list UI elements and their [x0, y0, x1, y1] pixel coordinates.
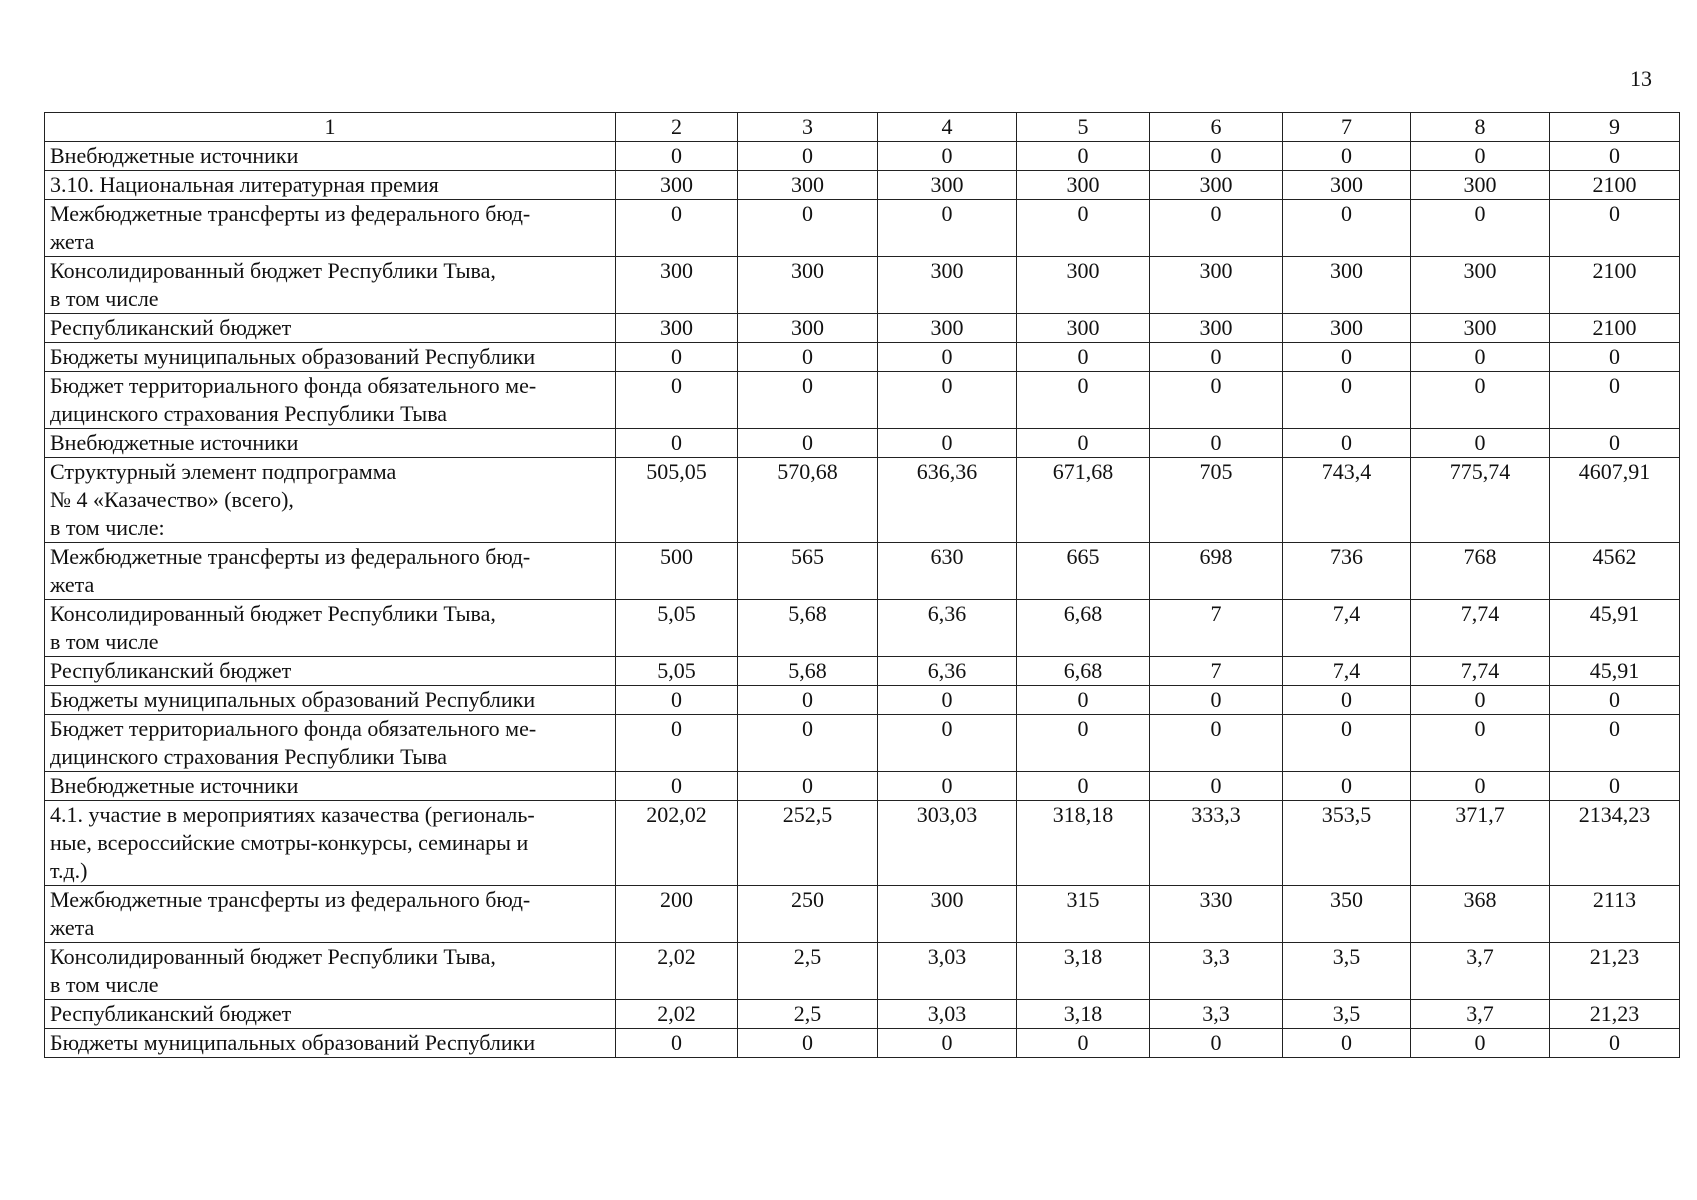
value-cell: 0 — [1283, 343, 1411, 372]
row-label: Межбюджетные трансферты из федерального бюд- жета — [45, 543, 616, 600]
value-cell: 300 — [1283, 171, 1411, 200]
value-cell: 768 — [1411, 543, 1550, 600]
value-cell: 0 — [878, 772, 1017, 801]
row-label: Внебюджетные источники — [45, 142, 616, 171]
value-cell: 0 — [1550, 429, 1680, 458]
row-label: Консолидированный бюджет Республики Тыва, в том числе — [45, 600, 616, 657]
row-label: Внебюджетные источники — [45, 429, 616, 458]
value-cell: 315 — [1017, 886, 1150, 943]
value-cell: 0 — [616, 372, 738, 429]
value-cell: 200 — [616, 886, 738, 943]
row-label: Внебюджетные источники — [45, 772, 616, 801]
row-label: Консолидированный бюджет Республики Тыва, в том числе — [45, 257, 616, 314]
value-cell: 0 — [738, 1029, 878, 1058]
value-cell: 0 — [1017, 372, 1150, 429]
value-cell: 5,05 — [616, 600, 738, 657]
value-cell: 0 — [616, 343, 738, 372]
value-cell: 0 — [616, 200, 738, 257]
value-cell: 250 — [738, 886, 878, 943]
value-cell: 0 — [1283, 772, 1411, 801]
value-cell: 7 — [1150, 657, 1283, 686]
value-cell: 0 — [1411, 343, 1550, 372]
table-row — [45, 943, 1680, 1000]
table-row — [45, 257, 1680, 314]
value-cell: 0 — [878, 142, 1017, 171]
value-cell: 3,03 — [878, 943, 1017, 1000]
value-cell: 0 — [878, 715, 1017, 772]
value-cell: 0 — [878, 1029, 1017, 1058]
value-cell: 368 — [1411, 886, 1550, 943]
value-cell: 45,91 — [1550, 600, 1680, 657]
value-cell: 3,5 — [1283, 1000, 1411, 1029]
row-label: Бюджеты муниципальных образований Республики — [45, 343, 616, 372]
value-cell: 0 — [1150, 372, 1283, 429]
table-row — [45, 886, 1680, 943]
value-cell: 0 — [1150, 200, 1283, 257]
column-header: 7 — [1283, 113, 1411, 142]
value-cell: 300 — [616, 171, 738, 200]
value-cell: 0 — [1017, 772, 1150, 801]
value-cell: 6,68 — [1017, 657, 1150, 686]
value-cell: 300 — [738, 171, 878, 200]
row-label: Бюджеты муниципальных образований Республики — [45, 686, 616, 715]
value-cell: 2,5 — [738, 943, 878, 1000]
value-cell: 300 — [878, 257, 1017, 314]
value-cell: 2,02 — [616, 943, 738, 1000]
value-cell: 45,91 — [1550, 657, 1680, 686]
value-cell: 3,03 — [878, 1000, 1017, 1029]
value-cell: 3,7 — [1411, 1000, 1550, 1029]
value-cell: 0 — [1550, 686, 1680, 715]
value-cell: 5,68 — [738, 657, 878, 686]
value-cell: 371,7 — [1411, 801, 1550, 886]
table-row — [45, 1029, 1680, 1058]
value-cell: 300 — [616, 314, 738, 343]
value-cell: 3,18 — [1017, 943, 1150, 1000]
table-row — [45, 600, 1680, 657]
row-label: Республиканский бюджет — [45, 1000, 616, 1029]
table-row — [45, 343, 1680, 372]
value-cell: 0 — [1017, 686, 1150, 715]
value-cell: 300 — [738, 314, 878, 343]
value-cell: 300 — [616, 257, 738, 314]
row-label: Межбюджетные трансферты из федерального бюд- жета — [45, 886, 616, 943]
value-cell: 300 — [878, 171, 1017, 200]
value-cell: 6,36 — [878, 657, 1017, 686]
value-cell: 0 — [1411, 372, 1550, 429]
value-cell: 0 — [1017, 200, 1150, 257]
value-cell: 0 — [878, 343, 1017, 372]
value-cell: 0 — [1150, 1029, 1283, 1058]
value-cell: 2100 — [1550, 171, 1680, 200]
table-row — [45, 543, 1680, 600]
table-body — [45, 113, 1680, 1058]
value-cell: 671,68 — [1017, 458, 1150, 543]
value-cell: 3,5 — [1283, 943, 1411, 1000]
value-cell: 3,7 — [1411, 943, 1550, 1000]
row-label: Республиканский бюджет — [45, 314, 616, 343]
value-cell: 0 — [1150, 715, 1283, 772]
value-cell: 3,3 — [1150, 1000, 1283, 1029]
row-label: Бюджеты муниципальных образований Республики — [45, 1029, 616, 1058]
table-header-row — [45, 113, 1680, 142]
value-cell: 0 — [738, 343, 878, 372]
column-header: 6 — [1150, 113, 1283, 142]
value-cell: 0 — [1411, 686, 1550, 715]
value-cell: 300 — [1411, 257, 1550, 314]
value-cell: 0 — [738, 142, 878, 171]
value-cell: 300 — [1017, 314, 1150, 343]
table-row — [45, 772, 1680, 801]
value-cell: 2100 — [1550, 257, 1680, 314]
value-cell: 0 — [1550, 772, 1680, 801]
value-cell: 0 — [1150, 142, 1283, 171]
value-cell: 318,18 — [1017, 801, 1150, 886]
value-cell: 5,05 — [616, 657, 738, 686]
value-cell: 6,68 — [1017, 600, 1150, 657]
value-cell: 6,36 — [878, 600, 1017, 657]
value-cell: 202,02 — [616, 801, 738, 886]
row-label: Бюджет территориального фонда обязательного ме- дицинского страхования Республики Тыва — [45, 715, 616, 772]
value-cell: 0 — [1550, 715, 1680, 772]
row-label: 4.1. участие в мероприятиях казачества (региональ- ные, всероссийские смотры-конкурсы, семинары и т.д.) — [45, 801, 616, 886]
value-cell: 0 — [1150, 772, 1283, 801]
value-cell: 2,02 — [616, 1000, 738, 1029]
value-cell: 0 — [1283, 686, 1411, 715]
value-cell: 21,23 — [1550, 1000, 1680, 1029]
value-cell: 0 — [1017, 715, 1150, 772]
row-label: Республиканский бюджет — [45, 657, 616, 686]
value-cell: 0 — [738, 429, 878, 458]
row-label: Межбюджетные трансферты из федерального бюд- жета — [45, 200, 616, 257]
value-cell: 0 — [616, 429, 738, 458]
value-cell: 636,36 — [878, 458, 1017, 543]
value-cell: 570,68 — [738, 458, 878, 543]
value-cell: 0 — [616, 1029, 738, 1058]
value-cell: 0 — [1550, 372, 1680, 429]
value-cell: 7,74 — [1411, 600, 1550, 657]
value-cell: 300 — [878, 314, 1017, 343]
table-row — [45, 686, 1680, 715]
value-cell: 3,3 — [1150, 943, 1283, 1000]
value-cell: 505,05 — [616, 458, 738, 543]
table-row — [45, 1000, 1680, 1029]
value-cell: 0 — [1017, 142, 1150, 171]
value-cell: 0 — [878, 429, 1017, 458]
value-cell: 630 — [878, 543, 1017, 600]
value-cell: 300 — [1283, 257, 1411, 314]
value-cell: 775,74 — [1411, 458, 1550, 543]
value-cell: 0 — [1150, 686, 1283, 715]
table-row — [45, 171, 1680, 200]
table-row — [45, 429, 1680, 458]
value-cell: 353,5 — [1283, 801, 1411, 886]
value-cell: 0 — [1283, 372, 1411, 429]
value-cell: 7 — [1150, 600, 1283, 657]
value-cell: 0 — [1283, 429, 1411, 458]
value-cell: 0 — [1550, 343, 1680, 372]
table-row — [45, 200, 1680, 257]
value-cell: 300 — [738, 257, 878, 314]
value-cell: 0 — [878, 200, 1017, 257]
value-cell: 0 — [1283, 200, 1411, 257]
value-cell: 303,03 — [878, 801, 1017, 886]
value-cell: 743,4 — [1283, 458, 1411, 543]
value-cell: 300 — [1150, 314, 1283, 343]
value-cell: 330 — [1150, 886, 1283, 943]
column-header: 8 — [1411, 113, 1550, 142]
table-row — [45, 801, 1680, 886]
value-cell: 665 — [1017, 543, 1150, 600]
value-cell: 2134,23 — [1550, 801, 1680, 886]
value-cell: 3,18 — [1017, 1000, 1150, 1029]
value-cell: 0 — [738, 715, 878, 772]
value-cell: 0 — [1411, 715, 1550, 772]
value-cell: 0 — [616, 142, 738, 171]
value-cell: 350 — [1283, 886, 1411, 943]
value-cell: 300 — [1150, 171, 1283, 200]
value-cell: 300 — [1411, 314, 1550, 343]
value-cell: 0 — [1150, 343, 1283, 372]
value-cell: 0 — [1283, 142, 1411, 171]
value-cell: 300 — [1150, 257, 1283, 314]
column-header: 2 — [616, 113, 738, 142]
value-cell: 0 — [878, 372, 1017, 429]
page-number: 13 — [1630, 66, 1652, 91]
value-cell: 0 — [738, 772, 878, 801]
value-cell: 0 — [616, 772, 738, 801]
row-label: Структурный элемент подпрограмма № 4 «Казачество» (всего), в том числе: — [45, 458, 616, 543]
column-header: 1 — [45, 113, 616, 142]
value-cell: 2113 — [1550, 886, 1680, 943]
value-cell: 0 — [1411, 1029, 1550, 1058]
value-cell: 300 — [1283, 314, 1411, 343]
value-cell: 300 — [1411, 171, 1550, 200]
value-cell: 0 — [1411, 429, 1550, 458]
value-cell: 565 — [738, 543, 878, 600]
value-cell: 0 — [738, 372, 878, 429]
table-row — [45, 372, 1680, 429]
value-cell: 0 — [1411, 772, 1550, 801]
value-cell: 0 — [1283, 1029, 1411, 1058]
table-row — [45, 142, 1680, 171]
value-cell: 7,4 — [1283, 657, 1411, 686]
value-cell: 0 — [1150, 429, 1283, 458]
row-label: Бюджет территориального фонда обязательного ме- дицинского страхования Республики Тыва — [45, 372, 616, 429]
value-cell: 0 — [1283, 715, 1411, 772]
table-row — [45, 458, 1680, 543]
value-cell: 0 — [738, 200, 878, 257]
value-cell: 252,5 — [738, 801, 878, 886]
value-cell: 0 — [1411, 142, 1550, 171]
value-cell: 300 — [1017, 171, 1150, 200]
value-cell: 2,5 — [738, 1000, 878, 1029]
value-cell: 0 — [1550, 200, 1680, 257]
value-cell: 0 — [878, 686, 1017, 715]
value-cell: 21,23 — [1550, 943, 1680, 1000]
value-cell: 7,74 — [1411, 657, 1550, 686]
value-cell: 0 — [1411, 200, 1550, 257]
column-header: 5 — [1017, 113, 1150, 142]
table-row — [45, 657, 1680, 686]
value-cell: 0 — [616, 715, 738, 772]
value-cell: 0 — [1550, 1029, 1680, 1058]
value-cell: 7,4 — [1283, 600, 1411, 657]
value-cell: 0 — [1017, 1029, 1150, 1058]
value-cell: 333,3 — [1150, 801, 1283, 886]
value-cell: 0 — [738, 686, 878, 715]
column-header: 3 — [738, 113, 878, 142]
column-header: 4 — [878, 113, 1017, 142]
value-cell: 300 — [1017, 257, 1150, 314]
value-cell: 0 — [1017, 343, 1150, 372]
row-label: Консолидированный бюджет Республики Тыва, в том числе — [45, 943, 616, 1000]
value-cell: 2100 — [1550, 314, 1680, 343]
value-cell: 0 — [616, 686, 738, 715]
value-cell: 4607,91 — [1550, 458, 1680, 543]
value-cell: 300 — [878, 886, 1017, 943]
value-cell: 698 — [1150, 543, 1283, 600]
table-row — [45, 715, 1680, 772]
value-cell: 500 — [616, 543, 738, 600]
table-row — [45, 314, 1680, 343]
row-label: 3.10. Национальная литературная премия — [45, 171, 616, 200]
value-cell: 5,68 — [738, 600, 878, 657]
value-cell: 736 — [1283, 543, 1411, 600]
value-cell: 705 — [1150, 458, 1283, 543]
value-cell: 0 — [1550, 142, 1680, 171]
budget-table — [44, 112, 1680, 1058]
value-cell: 0 — [1017, 429, 1150, 458]
column-header: 9 — [1550, 113, 1680, 142]
value-cell: 4562 — [1550, 543, 1680, 600]
